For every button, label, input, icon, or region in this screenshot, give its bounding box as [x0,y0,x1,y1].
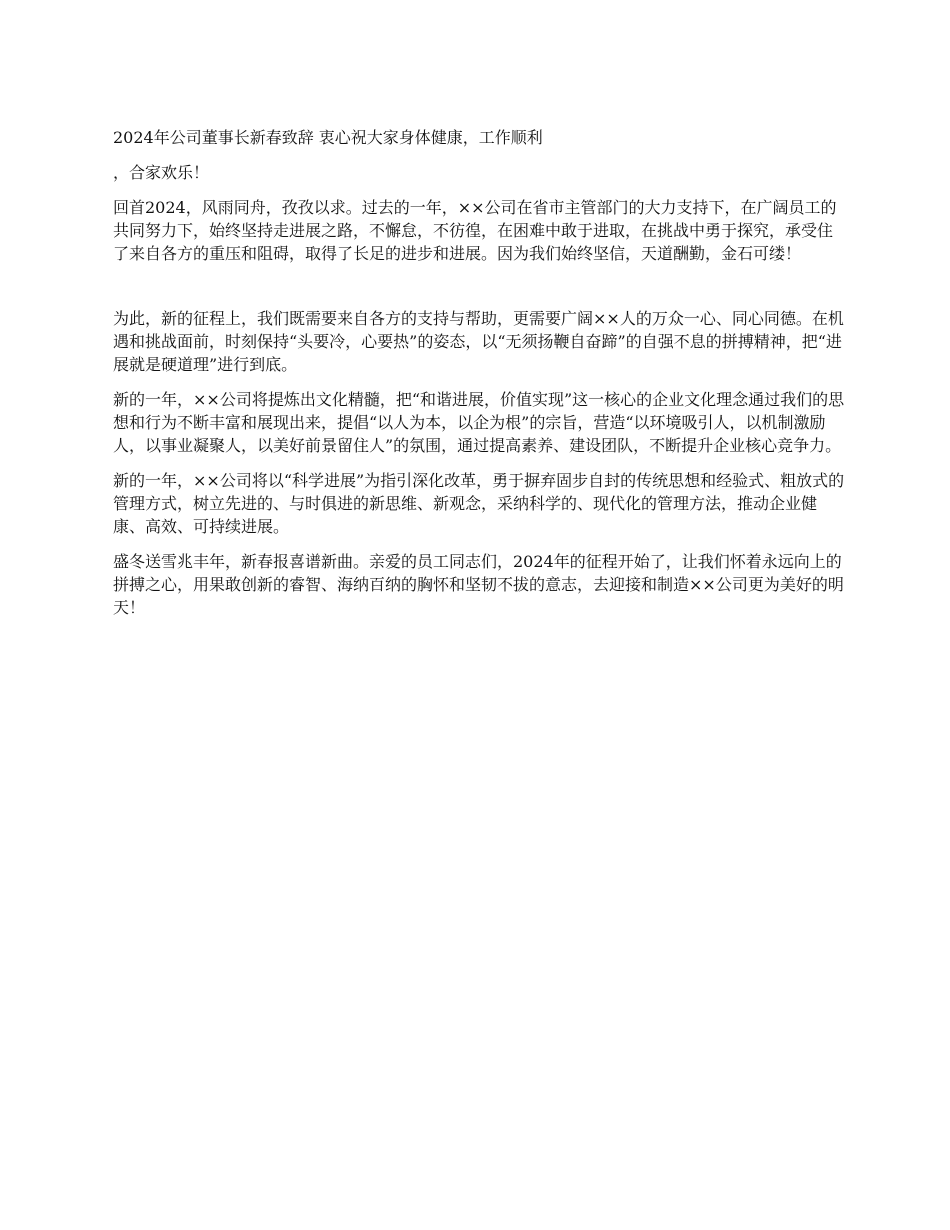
greeting-line: ，合家欢乐！ [113,163,210,182]
document-body [113,126,848,619]
document-title: 2024年公司董事长新春致辞 衷心祝大家身体健康，工作顺利 [113,128,543,147]
paragraph-closing: 盛冬送雪兆丰年，新春报喜谱新曲。亲爱的员工同志们，2024年的征程开始了，让我们怀着永远向上的拼搏之心，用果敢创新的睿智、海纳百纳的胸怀和坚韧不拔的意志，去迎接和制造××公司更为美好的明天！ [113,552,844,617]
paragraph-reform: 新的一年，××公司将以“科学进展”为指引深化改革，勇于摒弃固步自封的传统思想和经验式、粗放式的管理方式，树立先进的、与时俱进的新思维、新观念，采纳科学的、现代化的管理方法，推动企业健康、高效、可持续进展。 [113,471,845,536]
paragraph-culture: 新的一年，××公司将提炼出文化精髓，把“和谐进展，价值实现”这一核心的企业文化理念通过我们的思想和行为不断丰富和展现出来，提倡“以人为本，以企为根”的宗旨，营造“以环境吸引人，以机制激励人，以事业凝聚人，以美好前景留住人”的氛围，通过提高素养、建设团队，不断提升企业核心竞争力。 [113,390,845,455]
paragraph-new-journey: 为此，新的征程上，我们既需要来自各方的支持与帮助，更需要广阔××人的万众一心、同心同德。在机遇和挑战面前，时刻保持“头要冷，心要热”的姿态，以“无须扬鞭自奋蹄”的自强不息的拼搏精神，把“进展就是硬道理”进行到底。 [113,309,844,374]
paragraph-review: 回首2024，风雨同舟，孜孜以求。过去的一年，××公司在省市主管部门的大力支持下，在广阔员工的共同努力下，始终坚持走进展之路，不懈怠，不彷徨，在困难中敢于进取，在挑战中勇于探究，承受住了来自各方的重压和阻碍，取得了长足的进步和进展。因为我们始终坚信，天道酬勤，金石可缕！ [113,198,837,263]
